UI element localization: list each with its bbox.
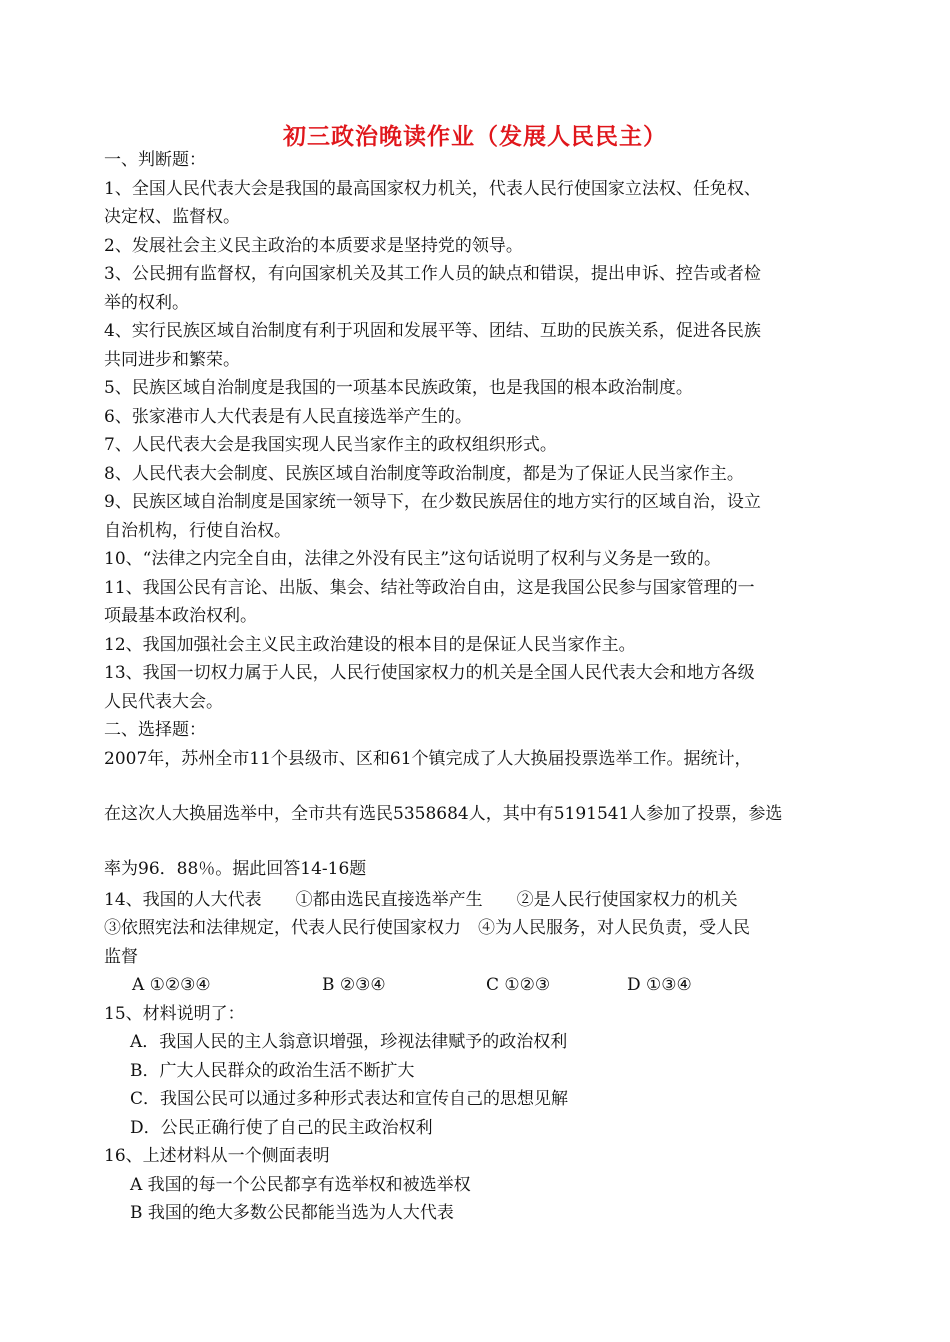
question-14-options [104, 971, 850, 1000]
text-line: 6、张家港市人大代表是有人民直接选举产生的。 [104, 406, 472, 427]
option-a: A ①②③④ [132, 975, 211, 995]
section-heading-choice: 二、选择题： [104, 720, 206, 740]
text-line: 项最基本政治权利。 [104, 606, 257, 626]
question-15-option: C．我国公民可以通过多种形式表达和宣传自己的思想见解 [130, 1089, 569, 1109]
text-line: 3、公民拥有监督权，有向国家机关及其工作人员的缺点和错误，提出申诉、控告或者检 [104, 264, 761, 284]
option-b: B ②③④ [322, 975, 386, 995]
text-line: 12、我国加强社会主义民主政治建设的根本目的是保证人民当家作主。 [104, 634, 636, 655]
question-15-option: B．广大人民群众的政治生活不断扩大 [130, 1060, 415, 1081]
option-d: D ①③④ [627, 975, 692, 995]
material-line: 率为96．88％。据此回答14-16题 [104, 858, 367, 879]
question-14-line: 监督 [104, 946, 138, 967]
text-line: 1、全国人民代表大会是我国的最高国家权力机关，代表人民行使国家立法权、任免权、 [104, 178, 761, 199]
question-14-line: 14、我国的人大代表 ①都由选民直接选举产生 ②是人民行使国家权力的机关 [104, 889, 738, 910]
text-line: 9、民族区域自治制度是国家统一领导下，在少数民族居住的地方实行的区域自治，设立 [104, 492, 761, 512]
text-line: 10、“法律之内完全自由，法律之外没有民主”这句话说明了权利与义务是一致的。 [104, 549, 722, 569]
text-line: 13、我国一切权力属于人民，人民行使国家权力的机关是全国人民代表大会和地方各级 [104, 663, 755, 683]
text-line: 人民代表大会。 [104, 691, 223, 712]
text-line: 4、实行民族区域自治制度有利于巩固和发展平等、团结、互助的民族关系，促进各民族 [104, 321, 761, 341]
question-14-line: ③依照宪法和法律规定，代表人民行使国家权力 ④为人民服务，对人民负责，受人民 [104, 918, 750, 938]
text-line: 2、发展社会主义民主政治的本质要求是坚持党的领导。 [104, 235, 523, 256]
text-line: 7、人民代表大会是我国实现人民当家作主的政权组织形式。 [104, 435, 557, 455]
text-line: 举的权利。 [104, 292, 189, 313]
text-line: 8、人民代表大会制度、民族区域自治制度等政治制度，都是为了保证人民当家作主。 [104, 463, 744, 484]
question-16-stem: 16、上述材料从一个侧面表明 [104, 1146, 330, 1166]
text-line: 5、民族区域自治制度是我国的一项基本民族政策，也是我国的根本政治制度。 [104, 378, 693, 398]
question-16-option: A 我国的每一个公民都享有选举权和被选举权 [130, 1174, 471, 1195]
question-15-option: D．公民正确行使了自己的民主政治权利 [130, 1117, 433, 1138]
document-title: 初三政治晚读作业（发展人民民主） [283, 123, 667, 150]
material-line: 在这次人大换届选举中，全市共有选民5358684人，其中有5191541人参加了投票，参选 [104, 803, 783, 824]
question-15-option: A．我国人民的主人翁意识增强，珍视法律赋予的政治权利 [130, 1032, 568, 1052]
text-line: 决定权、监督权。 [104, 207, 240, 227]
text-line: 自治机构，行使自治权。 [104, 520, 291, 541]
question-16-option: B 我国的绝大多数公民都能当选为人大代表 [130, 1203, 454, 1223]
text-line: 11、我国公民有言论、出版、集会、结社等政治自由，这是我国公民参与国家管理的一 [104, 577, 755, 598]
document-body [104, 146, 850, 1228]
question-15-stem: 15、材料说明了： [104, 1003, 245, 1024]
section-heading-judgement: 一、判断题： [104, 150, 206, 170]
text-line: 共同进步和繁荣。 [104, 349, 240, 370]
material-line: 2007年，苏州全市11个县级市、区和61个镇完成了人大换届投票选举工作。据统计， [104, 748, 752, 769]
option-c: C ①②③ [486, 975, 551, 995]
